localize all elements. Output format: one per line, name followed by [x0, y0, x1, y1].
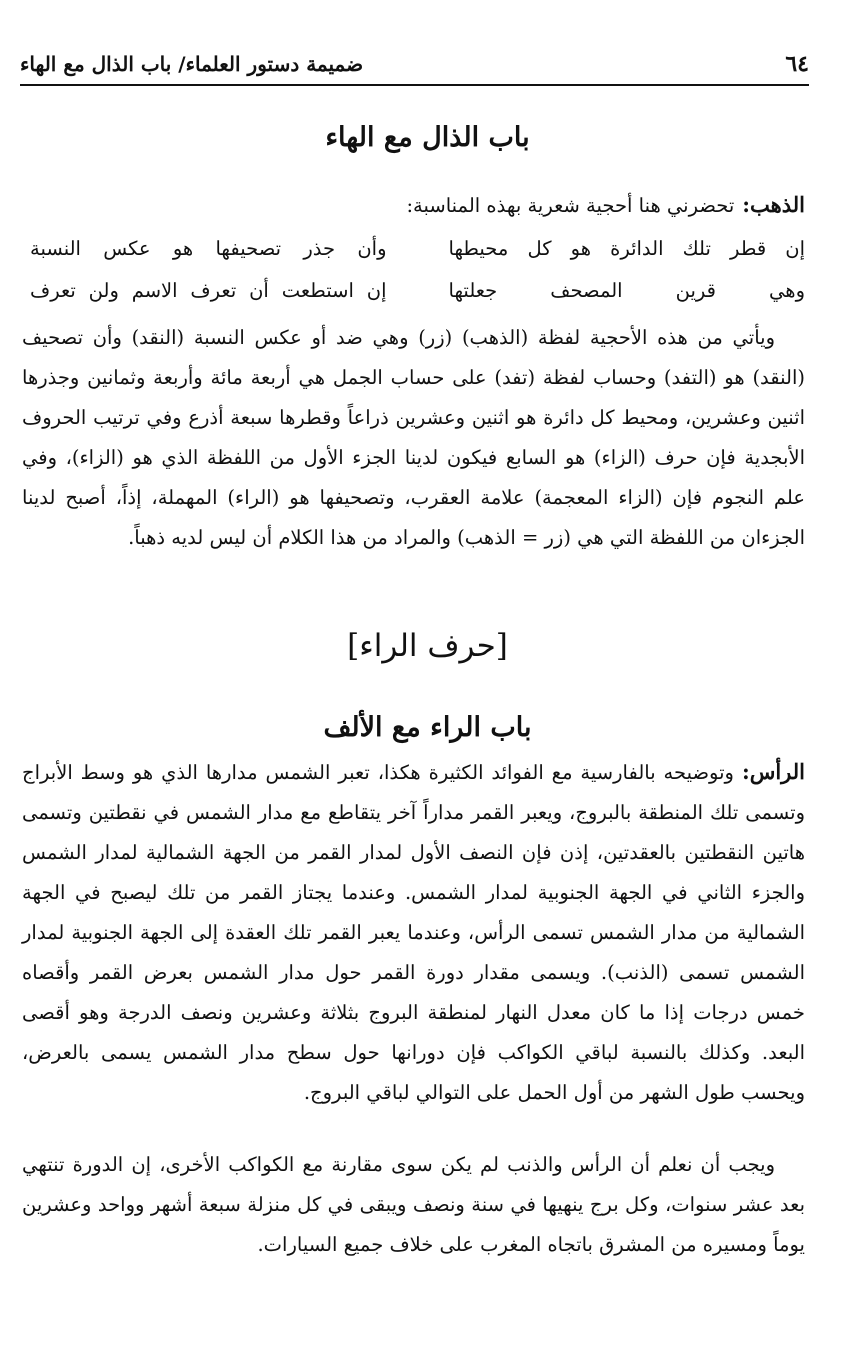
letter-heading-ra: [حرف الراء]	[347, 628, 508, 664]
intro-text: تحضرني هنا أحجية شعرية بهذه المناسبة:	[406, 194, 735, 217]
verse-first-hemistich: إن قطر تلك الدائرة هو كل محيطها	[448, 237, 805, 260]
page-number: ٦٤	[785, 51, 809, 77]
verse-line	[30, 228, 805, 270]
running-header	[20, 44, 809, 86]
running-title: ضميمة دستور العلماء/ باب الذال مع الهاء	[20, 52, 364, 76]
poem-verses	[30, 228, 805, 318]
section-title-dhal-ha: باب الذال مع الهاء	[325, 122, 530, 153]
entry-paragraph-continuation: ويجب أن نعلم أن الرأس والذنب لم يكن سوى مقارنة مع الكواكب الأخرى، إن الدورة تنتهي بعد عشر سنوات، وكل برج ينهيها في سنة ونصف ويبقى في كل منزلة سبعة أشهر وواحد وعشرين يوماً ومسيره من المشرق باتجاه المغرب على خلاف جميع السيارات.	[22, 1153, 805, 1256]
entry-body-text: وتوضيحه بالفارسية مع الفوائد الكثيرة هكذا، تعبر الشمس مدارها الذي هو وسط الأبراج وتسمى تلك المنطقة بالبروج، ويعبر القمر مداراً آخر يتقاطع مع مدار الشمس في نقطتين وتسمى هاتين النقطتين بالعقدتين، إذن فإن النصف الأول لمدار القمر من الجهة الشمالية لمدار الشمس والجزء الثاني في الجهة الجنوبية لمدار الشمس. وعندما يجتاز القمر من تلك ليصبح في الجهة الشمالية من مدار الشمس تسمى الرأس، وعندما يعبر القمر تلك العقدة إلى الجهة الجنوبية لمدار الشمس تسمى (الذنب). ويسمى مقدار دورة القمر حول مدار الشمس بعرض القمر وأقصاه خمس درجات إذا ما كان معدل النهار لمنطقة البروج بثلاثة وعشرين ونصف الدرجة وهو أقصى البعد. وكذلك بالنسبة لباقي الكواكب فإن دورانها حول سطح مدار الشمس يسمى بالعرض، ويحسب طول الشهر من أول الحمل على التوالي لباقي البروج.	[22, 761, 805, 1104]
intro-line	[22, 185, 805, 226]
verse-second-hemistich: وأن جذر تصحيفها هو عكس النسبة	[30, 237, 387, 260]
verse-second-hemistich: إن استطعت أن تعرف الاسم ولن تعرف	[30, 279, 387, 302]
verse-first-hemistich: وهي قرين المصحف جعلتها	[448, 279, 805, 302]
verse-line	[30, 270, 805, 312]
entry-term-head: الرأس:	[741, 759, 805, 784]
entry-paragraph-head	[22, 752, 805, 1113]
section-title-ra-alif: باب الراء مع الألف	[323, 712, 532, 743]
entry-term-gold: الذهب:	[742, 192, 805, 217]
riddle-explanation-paragraph: ويأتي من هذه الأحجية لفظة (الذهب) (زر) وهي ضد أو عكس النسبة (النقد) وأن تصحيف (النقد) هو (التفد) وحساب لفظة (تفد) على حساب الجمل هي أربعة مائة وأربعة وثمانين وجذرها اثنين وعشرين، ومحيط كل دائرة هو اثنين وعشرين ذراعاً وقطرها سبعة أذرع وفي ترتيب الحروف الأبجدية فإن حرف (الزاء) هو السابع فيكون لدينا الجزء الأول من اللفظة الذي هو (الزاء)، وفي علم النجوم فإن (الزاء المعجمة) علامة العقرب، وتصحيفها هو (الراء) المهملة، إذاً، أصبح لدينا الجزءان من اللفظة التي هي (زر = الذهب) والمراد من هذا الكلام أن ليس لديه ذهباً.	[22, 326, 805, 549]
